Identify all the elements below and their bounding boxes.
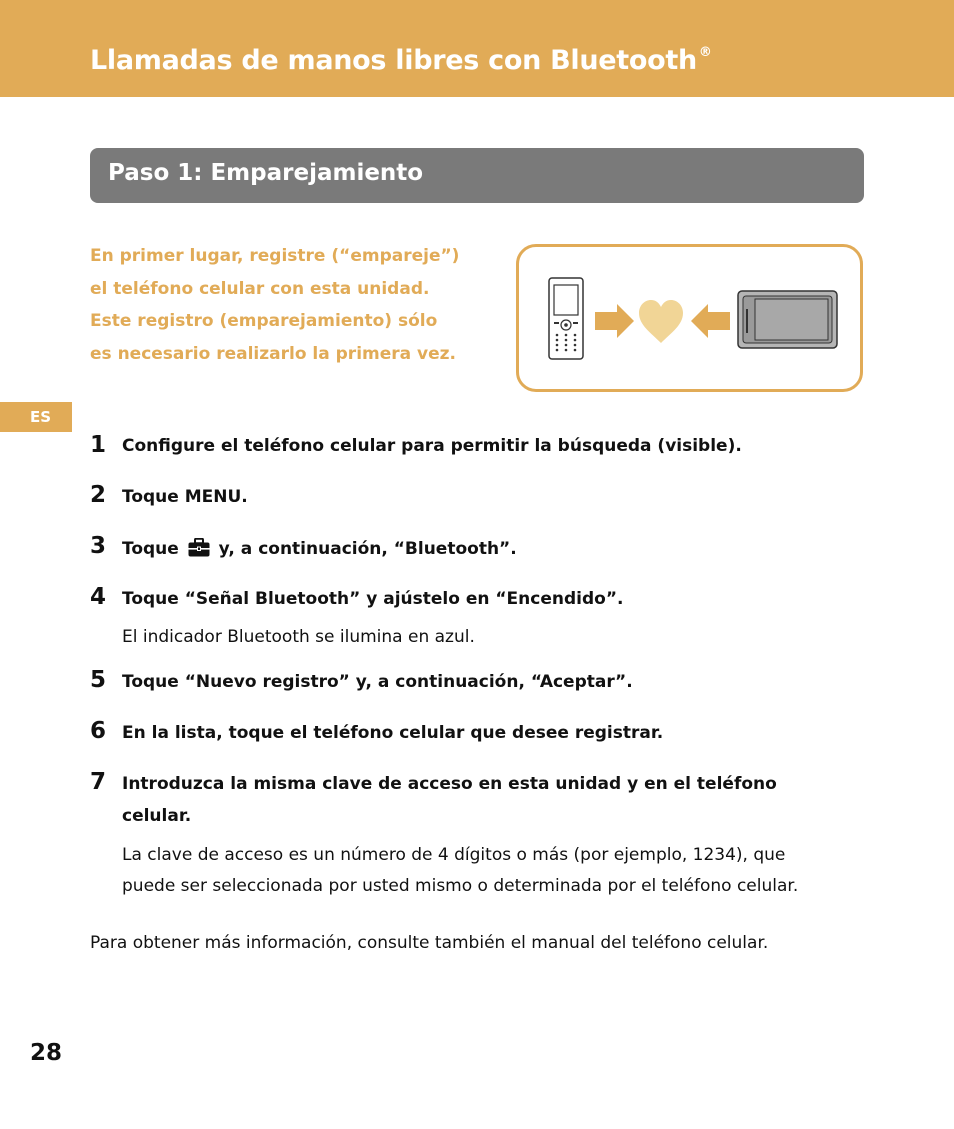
page-number: 28 — [30, 1040, 63, 1066]
step-number: 6 — [90, 718, 107, 744]
step-text — [122, 538, 517, 562]
step-number: 3 — [90, 533, 107, 559]
footer-note: Para obtener más información, consulte también el manual del teléfono celular. — [90, 933, 769, 953]
step-text-before: Toque — [122, 539, 179, 559]
step-text: Introduzca la misma clave de acceso en esta unidad y en el teléfono — [122, 774, 777, 794]
step-number: 7 — [90, 769, 107, 795]
intro-text — [90, 240, 459, 370]
step-note: El indicador Bluetooth se ilumina en azul. — [122, 627, 475, 647]
step-text: Toque “Nuevo registro” y, a continuación, “Aceptar”. — [122, 672, 633, 692]
mobile-phone-icon — [549, 278, 583, 359]
arrow-left-icon — [691, 304, 730, 338]
intro-line: En primer lugar, registre (“empareje”) — [90, 246, 460, 266]
intro-line: Este registro (emparejamiento) sólo — [90, 311, 438, 331]
step-note: La clave de acceso es un número de 4 dígitos o más (por ejemplo, 1234), que — [122, 845, 786, 865]
intro-line: es necesario realizarlo la primera vez. — [90, 343, 456, 364]
step-text: En la lista, toque el teléfono celular que desee registrar. — [122, 723, 664, 743]
page-title: Llamadas de manos libres con Bluetooth ® — [90, 45, 712, 76]
step-number: 4 — [90, 584, 107, 610]
step-number: 2 — [90, 482, 107, 508]
step-number: 1 — [90, 432, 107, 458]
heart-icon — [639, 300, 683, 343]
step-text: Toque “Señal Bluetooth” y ajústelo en “Encendido”. — [122, 589, 624, 609]
section-bar — [90, 148, 864, 203]
pairing-diagram — [516, 244, 863, 392]
registered-mark: ® — [698, 45, 712, 60]
section-title: Paso 1: Emparejamiento — [108, 160, 424, 186]
step-text: Configure el teléfono celular para permitir la búsqueda (visible). — [122, 436, 742, 456]
header-band — [0, 0, 954, 97]
step-number: 5 — [90, 667, 107, 693]
step-note: puede ser seleccionada por usted mismo o determinada por el teléfono celular. — [122, 876, 799, 896]
step-text: celular. — [122, 806, 192, 826]
language-tab-label: ES — [30, 408, 52, 426]
step-text-after: y, a continuación, “Bluetooth”. — [218, 539, 517, 559]
arrow-right-icon — [595, 304, 634, 338]
step-text: Toque MENU. — [122, 487, 248, 507]
language-tab — [0, 402, 72, 432]
intro-line: el teléfono celular con esta unidad. — [90, 278, 430, 299]
toolbox-icon — [188, 538, 210, 562]
car-unit-icon — [738, 291, 837, 348]
